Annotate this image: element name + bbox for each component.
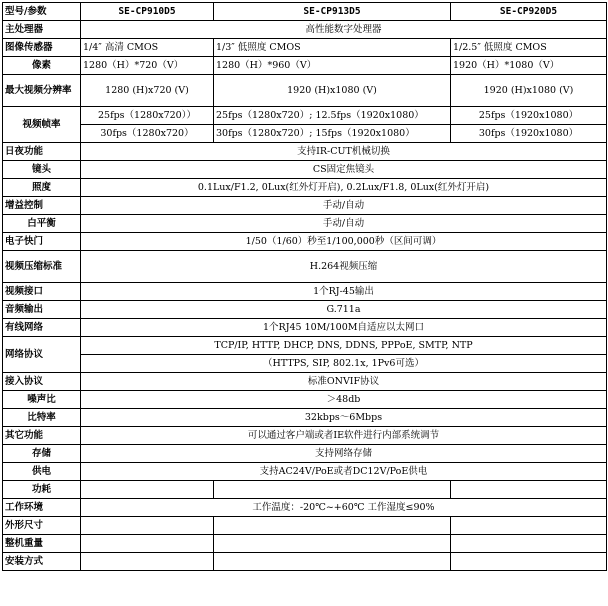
spec-sheet xyxy=(2,2,606,602)
table-row xyxy=(3,553,607,571)
table-row xyxy=(3,215,607,233)
table-row xyxy=(3,337,607,355)
cell-cp910d5: 1280（H）*720（V） xyxy=(81,57,214,75)
cell-cp920d5-line2: 30fps（1920x1080） xyxy=(451,125,607,143)
row-value: 可以通过客户端或者IE软件进行内部系统调节 xyxy=(81,427,607,445)
cell-cp920d5-empty xyxy=(451,481,607,499)
row-label: 工作环境 xyxy=(3,499,81,517)
spec-table xyxy=(2,2,607,571)
table-row xyxy=(3,251,607,283)
cell-cp910d5-empty xyxy=(81,517,214,535)
row-label: 网络协议 xyxy=(3,337,81,373)
table-row xyxy=(3,391,607,409)
header-row xyxy=(3,3,607,21)
row-label: 其它功能 xyxy=(3,427,81,445)
row-value: G.711a xyxy=(81,301,607,319)
table-row xyxy=(3,499,607,517)
cell-cp920d5-empty xyxy=(451,535,607,553)
row-value: ＞48db xyxy=(81,391,607,409)
row-label: 视频接口 xyxy=(3,283,81,301)
cell-cp910d5: 1280 (H)x720 (V) xyxy=(81,75,214,107)
cell-cp913d5-line2: 30fps（1280x720）; 15fps（1920x1080） xyxy=(214,125,451,143)
table-row xyxy=(3,319,607,337)
header-col-cp920d5: SE-CP920D5 xyxy=(451,3,607,21)
row-label: 像素 xyxy=(3,57,81,75)
row-label: 增益控制 xyxy=(3,197,81,215)
cell-cp920d5-empty xyxy=(451,517,607,535)
row-label: 有线网络 xyxy=(3,319,81,337)
table-row xyxy=(3,463,607,481)
table-row xyxy=(3,107,607,125)
table-row xyxy=(3,517,607,535)
cell-cp913d5: 1920 (H)x1080 (V) xyxy=(214,75,451,107)
row-label: 存储 xyxy=(3,445,81,463)
row-value: 0.1Lux/F1.2, 0Lux(红外灯开启), 0.2Lux/F1.8, 0Lux(红外灯开启) xyxy=(81,179,607,197)
header-model-param: 型号/参数 xyxy=(3,3,81,21)
cell-cp910d5-empty xyxy=(81,535,214,553)
row-label: 供电 xyxy=(3,463,81,481)
row-label: 最大视频分辨率 xyxy=(3,75,81,107)
table-row xyxy=(3,233,607,251)
row-label: 电子快门 xyxy=(3,233,81,251)
row-value: 1个RJ45 10M/100M自适应以太网口 xyxy=(81,319,607,337)
row-label: 噪声比 xyxy=(3,391,81,409)
table-row xyxy=(3,21,607,39)
table-row xyxy=(3,75,607,107)
cell-cp910d5: 1/4″ 高清 CMOS xyxy=(81,39,214,57)
row-label: 图像传感器 xyxy=(3,39,81,57)
row-label: 音频输出 xyxy=(3,301,81,319)
table-row xyxy=(3,535,607,553)
row-label: 比特率 xyxy=(3,409,81,427)
cell-cp920d5: 1/2.5″ 低照度 CMOS xyxy=(451,39,607,57)
cell-cp913d5: 1280（H）*960（V） xyxy=(214,57,451,75)
table-row xyxy=(3,39,607,57)
row-label: 视频帧率 xyxy=(3,107,81,143)
table-row xyxy=(3,197,607,215)
table-row xyxy=(3,481,607,499)
cell-cp910d5-line1: 25fps（1280x720）） xyxy=(81,107,214,125)
header-col-cp913d5: SE-CP913D5 xyxy=(214,3,451,21)
cell-cp910d5-line2: 30fps（1280x720） xyxy=(81,125,214,143)
cell-cp920d5: 1920（H）*1080（V） xyxy=(451,57,607,75)
table-row xyxy=(3,445,607,463)
row-label: 整机重量 xyxy=(3,535,81,553)
table-row xyxy=(3,373,607,391)
cell-cp920d5-line1: 25fps（1920x1080） xyxy=(451,107,607,125)
table-row xyxy=(3,283,607,301)
row-label: 视频压缩标准 xyxy=(3,251,81,283)
table-row xyxy=(3,143,607,161)
row-value: 1/50（1/60）秒至1/100,000秒（区间可调） xyxy=(81,233,607,251)
table-row xyxy=(3,355,607,373)
row-value: 高性能数字处理器 xyxy=(81,21,607,39)
table-row xyxy=(3,161,607,179)
row-value: 手动/自动 xyxy=(81,197,607,215)
row-value: 1个RJ-45输出 xyxy=(81,283,607,301)
row-label: 接入协议 xyxy=(3,373,81,391)
row-value: 标准ONVIF协议 xyxy=(81,373,607,391)
cell-cp910d5-empty xyxy=(81,481,214,499)
row-label: 外形尺寸 xyxy=(3,517,81,535)
row-label: 主处理器 xyxy=(3,21,81,39)
cell-cp913d5-empty xyxy=(214,517,451,535)
row-value-line2: （HTTPS, SIP, 802.1x, 1Pv6可选） xyxy=(81,355,607,373)
row-label: 功耗 xyxy=(3,481,81,499)
row-value: 支持网络存储 xyxy=(81,445,607,463)
row-label: 安装方式 xyxy=(3,553,81,571)
cell-cp920d5: 1920 (H)x1080 (V) xyxy=(451,75,607,107)
row-label: 照度 xyxy=(3,179,81,197)
row-value: 支持AC24V/PoE或者DC12V/PoE供电 xyxy=(81,463,607,481)
table-row xyxy=(3,57,607,75)
cell-cp913d5-empty xyxy=(214,481,451,499)
table-row xyxy=(3,409,607,427)
table-row xyxy=(3,179,607,197)
row-value: H.264视频压缩 xyxy=(81,251,607,283)
row-label: 白平衡 xyxy=(3,215,81,233)
row-label: 日夜功能 xyxy=(3,143,81,161)
row-value: 工作温度：-20℃~+60℃ 工作湿度≤90% xyxy=(81,499,607,517)
table-row xyxy=(3,427,607,445)
table-row xyxy=(3,125,607,143)
row-value: CS固定焦镜头 xyxy=(81,161,607,179)
cell-cp913d5-empty xyxy=(214,553,451,571)
row-value: 手动/自动 xyxy=(81,215,607,233)
row-value-line1: TCP/IP, HTTP, DHCP, DNS, DDNS, PPPoE, SMTP, NTP xyxy=(81,337,607,355)
row-value: 支持IR-CUT机械切换 xyxy=(81,143,607,161)
cell-cp913d5-empty xyxy=(214,535,451,553)
row-value: 32kbps～6Mbps xyxy=(81,409,607,427)
row-label: 镜头 xyxy=(3,161,81,179)
cell-cp910d5-empty xyxy=(81,553,214,571)
table-row xyxy=(3,301,607,319)
header-col-cp910d5: SE-CP910D5 xyxy=(81,3,214,21)
cell-cp913d5: 1/3″ 低照度 CMOS xyxy=(214,39,451,57)
cell-cp913d5-line1: 25fps（1280x720）; 12.5fps（1920x1080） xyxy=(214,107,451,125)
cell-cp920d5-empty xyxy=(451,553,607,571)
